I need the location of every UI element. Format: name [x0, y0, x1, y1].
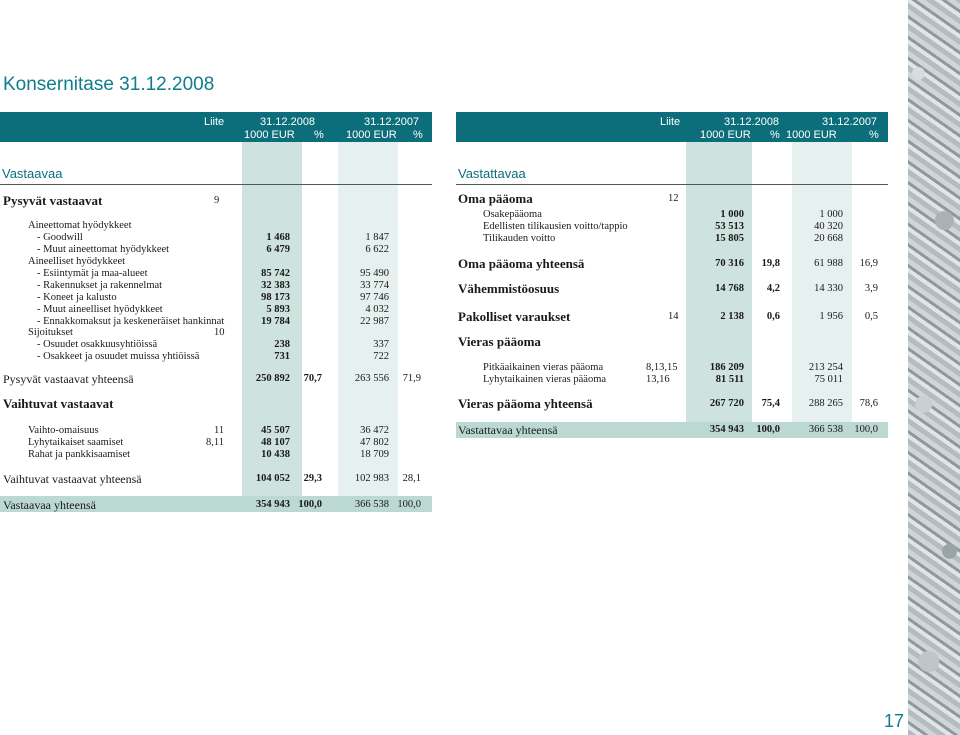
- row-value-p1: 4,2: [766, 283, 780, 294]
- page-title: Konsernitase 31.12.2008: [3, 74, 215, 95]
- row-value-v1: 45 507: [261, 425, 290, 436]
- unit-2008-header: 1000 EUR: [244, 129, 295, 141]
- table-row: [0, 233, 900, 245]
- row-value-v1: 5 893: [266, 304, 290, 315]
- row-label: - Ennakkomaksut ja keskeneräiset hankinnat: [37, 316, 225, 327]
- unit-2007-header: 1000 EUR: [786, 129, 837, 141]
- unit-2008-header: 1000 EUR: [700, 129, 751, 141]
- row-value-v2: 36 472: [360, 425, 389, 436]
- row-value-v2: 1 956: [819, 311, 843, 322]
- table-row: [0, 362, 900, 374]
- row-label: - Muut aineettomat hyödykkeet: [37, 244, 170, 255]
- row-value-v2: 366 538: [354, 499, 389, 510]
- row-value-v2: 47 802: [360, 437, 389, 448]
- row-value-v2: 722: [373, 351, 389, 362]
- row-value-p2: 100,0: [854, 424, 878, 435]
- row-value-v1: 1 000: [720, 209, 744, 220]
- row-value-v1: 354 943: [709, 424, 744, 435]
- row-label: Pakolliset varaukset: [458, 309, 571, 324]
- row-label: - Muut aineelliset hyödykkeet: [37, 304, 163, 315]
- row-value-v2: 337: [373, 339, 389, 350]
- table-row: [0, 258, 900, 270]
- row-label: Vaihto-omaisuus: [28, 425, 99, 436]
- row-note: 9: [214, 195, 220, 206]
- row-value-v1: 10 438: [261, 449, 290, 460]
- row-value-p1: 100,0: [298, 499, 322, 510]
- row-value-p2: 71,9: [402, 373, 421, 384]
- row-label: Lyhytaikaiset saamiset: [28, 437, 124, 448]
- row-value-v2: 102 983: [354, 473, 389, 484]
- row-value-v2: 20 668: [814, 233, 843, 244]
- row-label: - Esiintymät ja maa-alueet: [37, 268, 148, 279]
- row-label: - Rakennukset ja rakennelmat: [37, 280, 163, 291]
- section-divider: [456, 184, 888, 185]
- row-value-v2: 1 847: [365, 232, 389, 243]
- row-value-v1: 186 209: [709, 362, 744, 373]
- decorative-rock-image: [908, 0, 960, 735]
- row-label: Vastaavaa yhteensä: [3, 498, 96, 512]
- row-value-v2: 366 538: [808, 424, 843, 435]
- row-value-p2: 100,0: [397, 499, 421, 510]
- row-value-v1: 70 316: [715, 258, 744, 269]
- row-value-v1: 6 479: [266, 244, 290, 255]
- row-label: Lyhytaikainen vieras pääoma: [483, 374, 607, 385]
- row-value-v1: 85 742: [261, 268, 290, 279]
- row-note: 12: [668, 193, 679, 204]
- section-title-liabilities: Vastattavaa: [458, 166, 526, 181]
- row-value-v1: 32 383: [261, 280, 290, 291]
- row-value-p2: 78,6: [859, 398, 878, 409]
- row-label: Tilikauden voitto: [483, 233, 556, 244]
- row-value-p1: 75,4: [761, 398, 780, 409]
- table-row: [0, 244, 900, 256]
- row-label: Aineelliset hyödykkeet: [28, 256, 126, 267]
- pct-2007-header: %: [413, 129, 423, 141]
- row-label: Vähemmistöosuus: [458, 281, 560, 296]
- row-value-v1: 14 768: [715, 283, 744, 294]
- row-value-p2: 3,9: [864, 283, 878, 294]
- row-label: Sijoitukset: [28, 327, 73, 338]
- table-row: [0, 283, 900, 295]
- row-value-p2: 0,5: [864, 311, 878, 322]
- row-value-p1: 0,6: [766, 311, 780, 322]
- row-value-v1: 238: [274, 339, 290, 350]
- date-2007-header: 31.12.2007: [822, 116, 878, 128]
- row-value-v2: 95 490: [360, 268, 389, 279]
- row-label: Vaihtuvat vastaavat yhteensä: [3, 472, 142, 486]
- liite-header: Liite: [660, 116, 681, 128]
- row-label: Pitkäaikainen vieras pääoma: [483, 362, 604, 373]
- row-value-v2: 14 330: [814, 283, 843, 294]
- table-row: [0, 437, 900, 449]
- pct-2008-header: %: [770, 129, 780, 141]
- row-label: - Goodwill: [37, 232, 83, 243]
- table-row: [0, 311, 900, 323]
- row-value-v1: 250 892: [255, 373, 290, 384]
- row-value-v1: 2 138: [720, 311, 744, 322]
- row-label: Oma pääoma: [458, 191, 533, 206]
- table-row: [0, 336, 900, 348]
- table-row: [0, 398, 900, 410]
- row-label: Aineettomat hyödykkeet: [28, 220, 132, 231]
- row-label: Vastattavaa yhteensä: [458, 423, 558, 437]
- table-row: [0, 499, 900, 511]
- row-value-p1: 70,7: [303, 373, 322, 384]
- pct-2007-header: %: [869, 129, 879, 141]
- row-label: - Osakkeet ja osuudet muissa yhtiöissä: [37, 351, 200, 362]
- row-value-v1: 81 511: [715, 374, 744, 385]
- row-label: Vaihtuvat vastaavat: [3, 396, 114, 411]
- row-value-v2: 4 032: [365, 304, 389, 315]
- left-header-bar: [0, 112, 432, 142]
- row-value-p1: 100,0: [756, 424, 780, 435]
- row-note: 13,16: [646, 374, 670, 385]
- pct-2008-header: %: [314, 129, 324, 141]
- row-value-v2: 40 320: [814, 221, 843, 232]
- row-note: 8,13,15: [646, 362, 678, 373]
- row-value-v2: 22 987: [360, 316, 389, 327]
- right-header-bar: [456, 112, 888, 142]
- row-note: 11: [214, 425, 225, 436]
- table-row: [0, 193, 900, 205]
- row-value-v2: 6 622: [365, 244, 389, 255]
- row-label: Vieras pääoma yhteensä: [458, 396, 593, 411]
- row-value-v2: 61 988: [814, 258, 843, 269]
- unit-2007-header: 1000 EUR: [346, 129, 397, 141]
- date-2008-header: 31.12.2008: [724, 116, 780, 128]
- row-value-v1: 104 052: [255, 473, 290, 484]
- table-row: [0, 424, 900, 436]
- row-label: Pysyvät vastaavat yhteensä: [3, 372, 134, 386]
- table-row: [0, 473, 900, 485]
- row-label: Rahat ja pankkisaamiset: [28, 449, 131, 460]
- row-value-v2: 33 774: [360, 280, 389, 291]
- date-2007-header: 31.12.2007: [364, 116, 420, 128]
- row-label: Edellisten tilikausien voitto/tappio: [483, 221, 628, 232]
- row-value-v1: 267 720: [709, 398, 744, 409]
- row-note: 10: [214, 327, 225, 338]
- row-note: 8,11: [206, 437, 224, 448]
- row-label: Oma pääoma yhteensä: [458, 256, 585, 271]
- row-value-v1: 98 173: [261, 292, 290, 303]
- table-row: [0, 374, 900, 386]
- page-number: 17: [884, 711, 905, 731]
- row-value-v2: 213 254: [808, 362, 843, 373]
- row-value-p1: 19,8: [761, 258, 780, 269]
- date-2008-header: 31.12.2008: [260, 116, 316, 128]
- table-row: [0, 221, 900, 233]
- liite-header: Liite: [204, 116, 225, 128]
- row-value-v2: 97 746: [360, 292, 389, 303]
- row-label: Vieras pääoma: [458, 334, 541, 349]
- row-value-v2: 75 011: [814, 374, 843, 385]
- row-value-p1: 29,3: [303, 473, 322, 484]
- row-value-v2: 1 000: [819, 209, 843, 220]
- row-note: 14: [668, 311, 679, 322]
- table-row: [0, 449, 900, 461]
- row-value-p2: 28,1: [402, 473, 421, 484]
- row-label: Pysyvät vastaavat: [3, 193, 103, 208]
- row-label: - Koneet ja kalusto: [37, 292, 117, 303]
- table-row: [0, 209, 900, 221]
- row-value-v1: 53 513: [715, 221, 744, 232]
- section-title-assets: Vastaavaa: [2, 166, 63, 181]
- row-value-v2: 263 556: [354, 373, 389, 384]
- row-label: Osakepääoma: [483, 209, 542, 220]
- section-divider: [0, 184, 432, 185]
- row-value-v1: 731: [274, 351, 290, 362]
- row-value-v2: 18 709: [360, 449, 389, 460]
- row-value-v1: 354 943: [255, 499, 290, 510]
- row-value-v1: 15 805: [715, 233, 744, 244]
- row-value-v1: 1 468: [266, 232, 290, 243]
- row-value-v2: 288 265: [808, 398, 843, 409]
- row-value-v1: 19 784: [261, 316, 290, 327]
- row-value-v1: 48 107: [261, 437, 290, 448]
- row-label: - Osuudet osakkuusyhtiöissä: [37, 339, 158, 350]
- row-value-p2: 16,9: [859, 258, 878, 269]
